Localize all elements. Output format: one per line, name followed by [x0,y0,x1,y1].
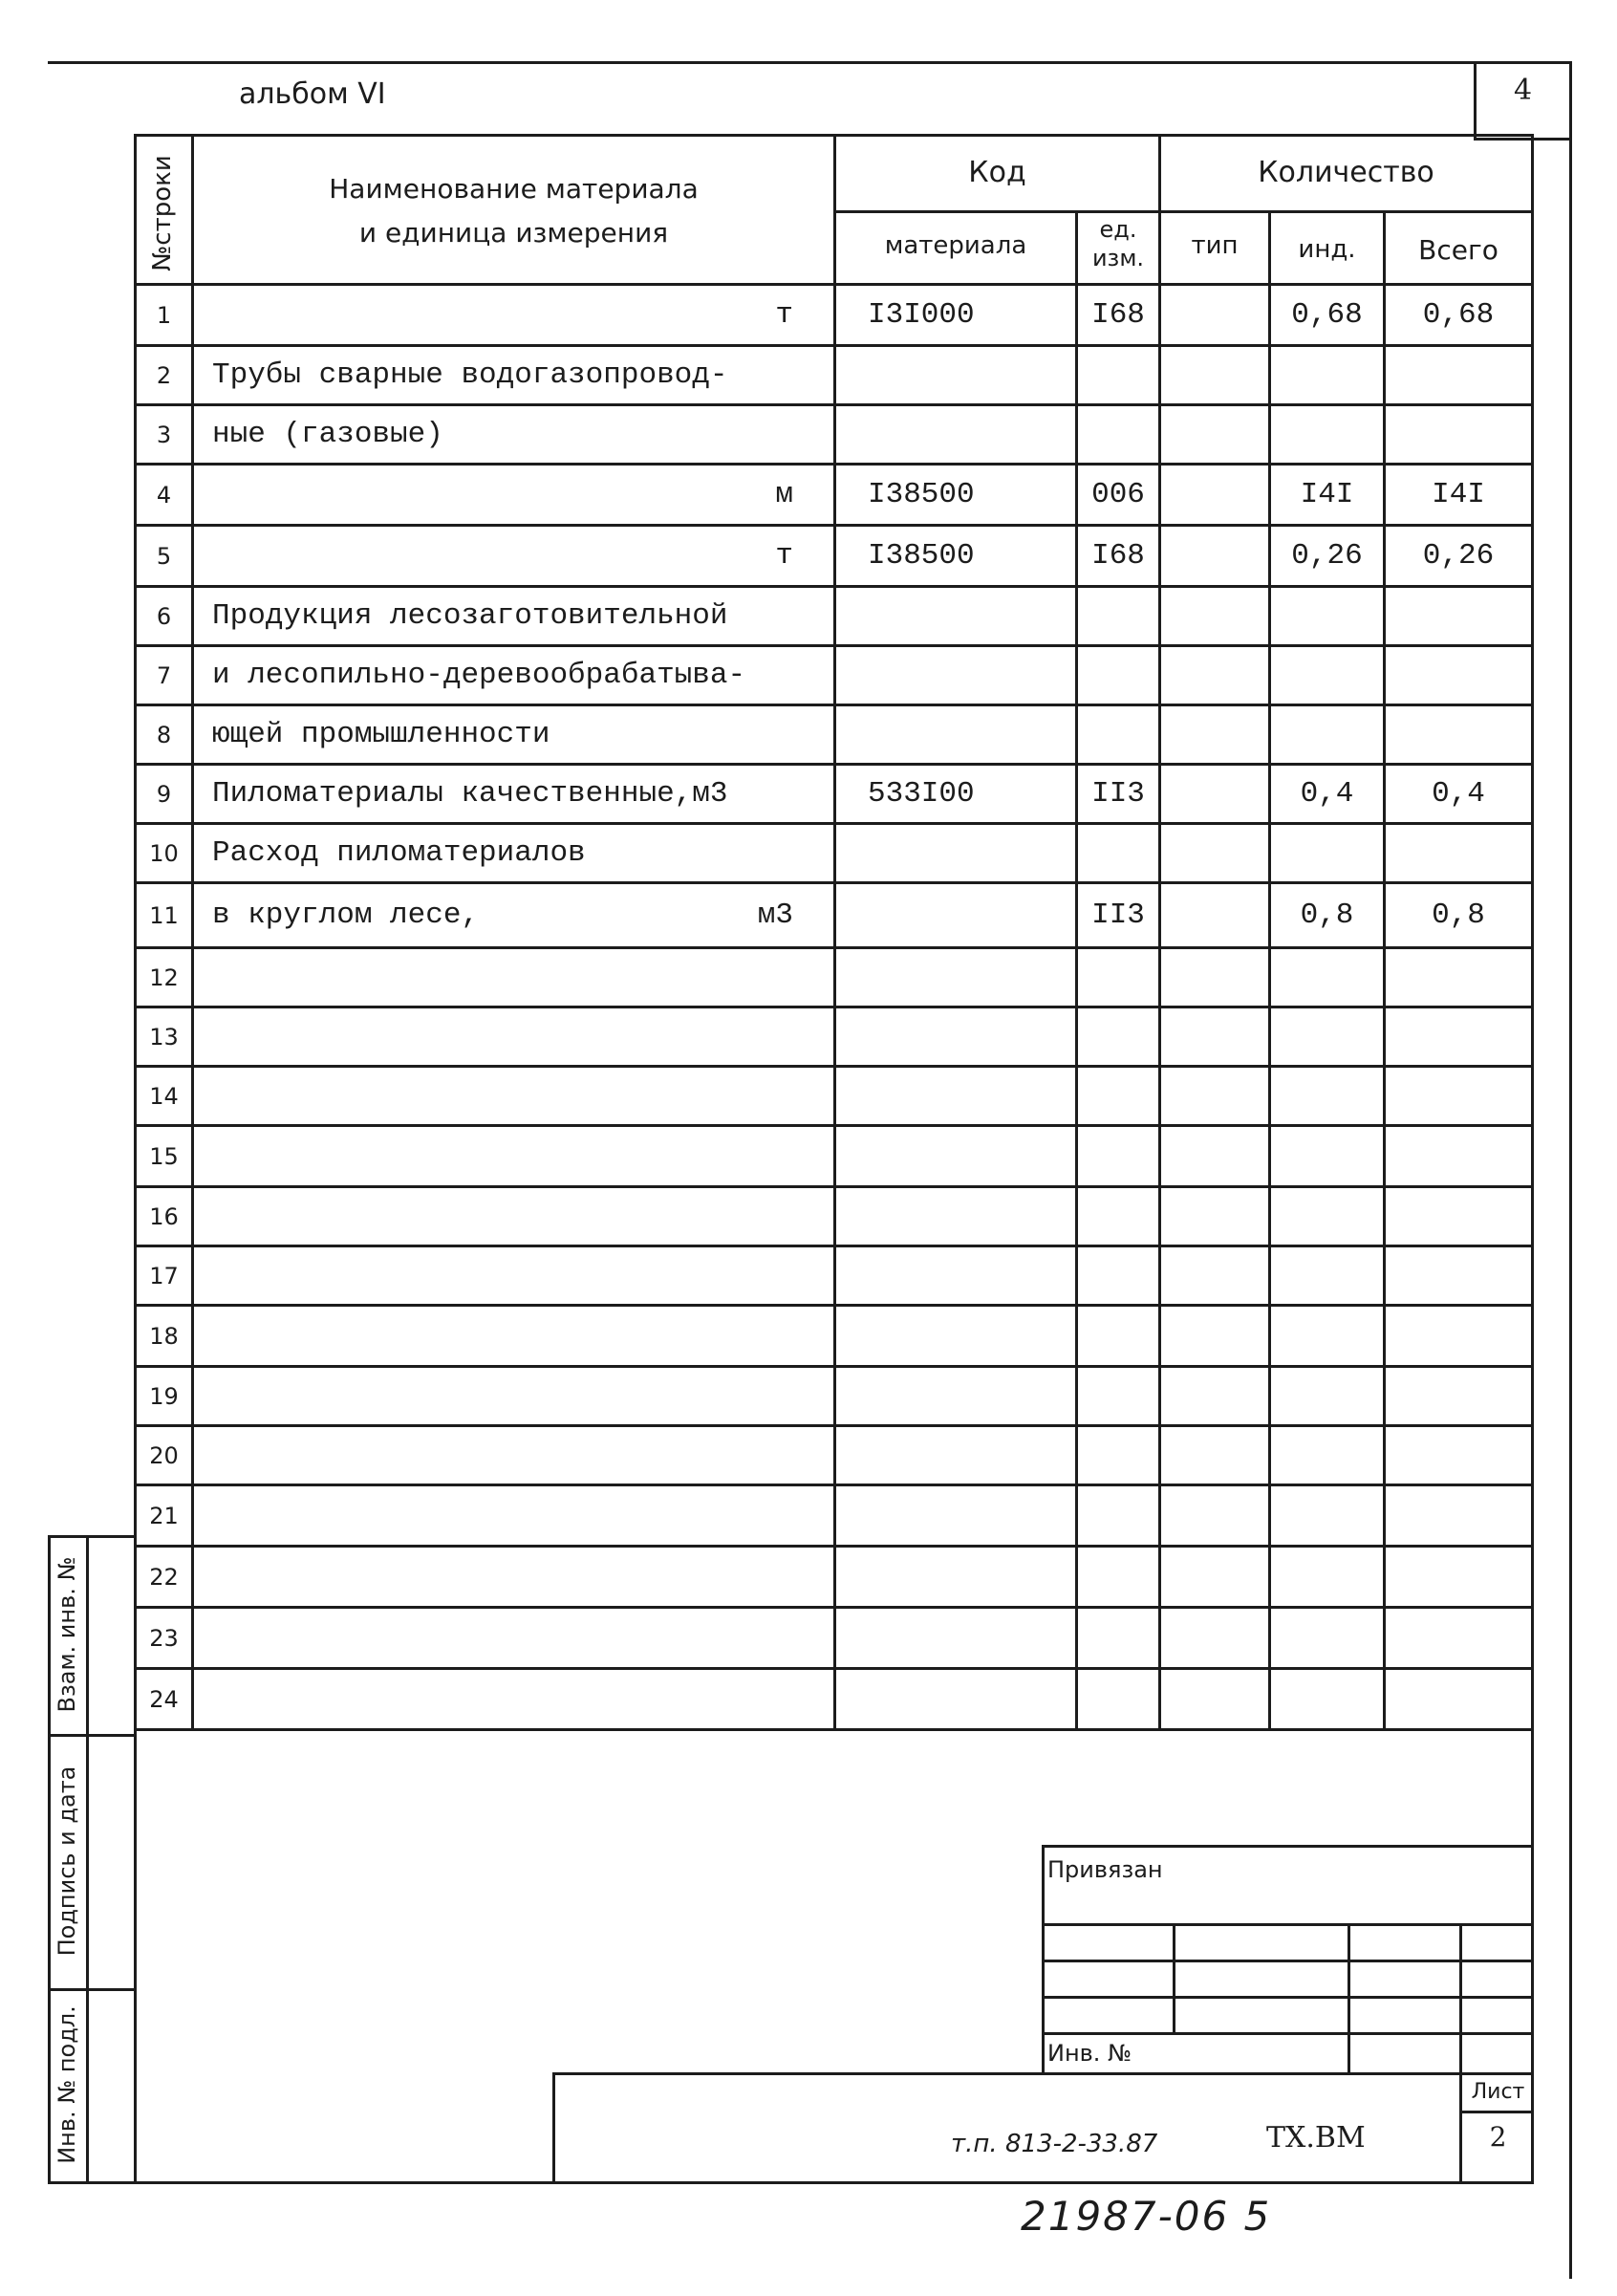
row-number: 18 [149,1323,179,1350]
header-code-unit-line1: ед. [1099,216,1137,243]
row-line [134,946,1534,949]
material-name: и лесопильно-деревообрабатыва- [212,659,746,692]
table-bottom-line [134,1728,1534,1731]
unit-code: I68 [1091,539,1145,573]
unit-code: II3 [1091,777,1145,811]
list-value: 2 [1489,2121,1507,2153]
row-number: 11 [149,902,179,929]
row-line [134,822,1534,825]
row-number: 2 [156,362,172,389]
inv-no-label: Инв. № [1047,2040,1132,2067]
header-code-group: Код [968,156,1026,189]
header-qty-ind: инд. [1298,235,1356,264]
material-code: 533I00 [868,777,975,811]
row-line [134,1006,1534,1008]
row-line [134,763,1534,766]
side-stamp-inner-line [86,1535,89,2183]
header-qty-total: Всего [1418,234,1498,266]
row-line [134,1484,1534,1486]
unit-of-measure: м [775,478,793,511]
title-block-line [1348,1923,1350,2074]
material-col-line [1075,212,1078,1730]
row-number: 8 [156,722,172,748]
page-number-box-bottom [1474,138,1569,141]
qty-ind: 0,8 [1300,899,1354,932]
unit-of-measure: т [775,539,793,573]
header-code-material: материала [884,231,1027,260]
row-number: 3 [156,422,172,448]
title-block-line [1173,1923,1175,2032]
row-number: 13 [149,1024,179,1051]
ind-col-line [1383,212,1386,1730]
frame-bottom-line [134,2181,1534,2184]
row-line [134,1667,1534,1670]
row-line [134,881,1534,884]
doc-mark: ТХ.ВМ [1266,2121,1366,2155]
row-number: 15 [149,1143,179,1170]
material-name: Пиломатериалы качественные,м3 [212,777,728,811]
unit-of-measure: т [775,298,793,332]
row-line [134,1304,1534,1307]
row-line [134,1365,1534,1368]
row-line [134,1545,1534,1548]
material-name: ющей промышленности [212,718,550,751]
unit-of-measure: м3 [757,899,793,932]
material-name: Расход пиломатериалов [212,836,586,870]
row-number: 23 [149,1625,179,1652]
row-number: 9 [156,781,172,808]
row-line [134,704,1534,706]
qty-total: 0,8 [1432,899,1485,932]
album-label: альбом VI [239,77,386,111]
qty-total: 0,26 [1422,539,1495,573]
name-col-line [833,134,836,1730]
row-line [134,1185,1534,1188]
row-number: 19 [149,1383,179,1410]
side-stamp-line [48,2181,136,2184]
header-sub-line [833,210,1531,213]
row-line [134,1245,1534,1247]
right-border-line [1569,61,1572,2279]
row-line [134,403,1534,406]
row-line [134,1065,1534,1068]
main-stamp-left [552,2072,555,2183]
header-code-unit-line2: изм. [1091,245,1145,271]
qty-ind: 0,4 [1300,777,1354,811]
unit-code: 006 [1091,478,1145,511]
side-stamp-inv-podl: Инв. № подл. [54,2005,80,2164]
header-name-line1: Наименование материала [329,173,699,205]
row-number: 6 [156,603,172,630]
type-col-line [1268,212,1271,1730]
row-number: 20 [149,1442,179,1469]
page-number: 4 [1513,74,1533,107]
material-code: I3I000 [868,298,975,332]
header-name-line2: и единица измерения [358,217,669,249]
frame-right-line [1531,134,1534,2183]
row-line [134,1124,1534,1127]
privyazan-label: Привязан [1047,1856,1163,1883]
row-number: 4 [156,482,172,509]
row-number: 14 [149,1083,179,1110]
qty-ind: I4I [1300,478,1354,511]
row-line [134,344,1534,347]
list-label: Лист [1471,2080,1525,2104]
row-number: 7 [156,662,172,689]
row-number: 21 [149,1503,179,1529]
top-border-line [48,61,1572,64]
project-code: т.п. 813-2-33.87 [951,2130,1158,2158]
row-number: 22 [149,1564,179,1591]
row-number: 10 [149,840,179,867]
row-number: 5 [156,543,172,570]
side-stamp-podpis: Подпись и дата [54,1765,80,1957]
row-line [134,1424,1534,1427]
header-qty-group: Количество [1258,156,1434,189]
material-name: в круглом лесе, [212,899,480,932]
material-name: Продукция лесозаготовительной [212,599,728,633]
unit-code: II3 [1091,899,1145,932]
qty-total: 0,68 [1422,298,1495,332]
side-stamp-vzam: Взам. инв. № [54,1556,80,1713]
qty-total: 0,4 [1432,777,1485,811]
row-number: 17 [149,1263,179,1289]
qty-ind: 0,68 [1291,298,1363,332]
material-code: I38500 [868,539,975,573]
row-line [134,585,1534,588]
unit-code: I68 [1091,298,1145,332]
row-number: 24 [149,1686,179,1713]
title-block-line [1042,1845,1534,1848]
row-number: 12 [149,964,179,991]
row-number: 1 [156,302,172,329]
material-code: I38500 [868,478,975,511]
row-line [134,1606,1534,1609]
qty-total: I4I [1432,478,1485,511]
header-qty-type: тип [1191,231,1239,260]
list-label-line [1459,2111,1534,2113]
footer-handwritten-number: 21987-06 5 [1021,2193,1272,2240]
rowno-col-line [191,134,194,1730]
header-bottom-line [134,283,1534,286]
row-number: 16 [149,1203,179,1230]
main-stamp-top [552,2072,1534,2075]
material-name: Трубы сварные водогазопровод- [212,358,728,392]
row-line [134,524,1534,527]
code-col-line [1158,134,1161,1730]
header-row-no: №строки [148,155,177,271]
row-line [134,644,1534,647]
row-line [134,463,1534,466]
qty-ind: 0,26 [1291,539,1363,573]
material-name: ные (газовые) [212,418,443,451]
